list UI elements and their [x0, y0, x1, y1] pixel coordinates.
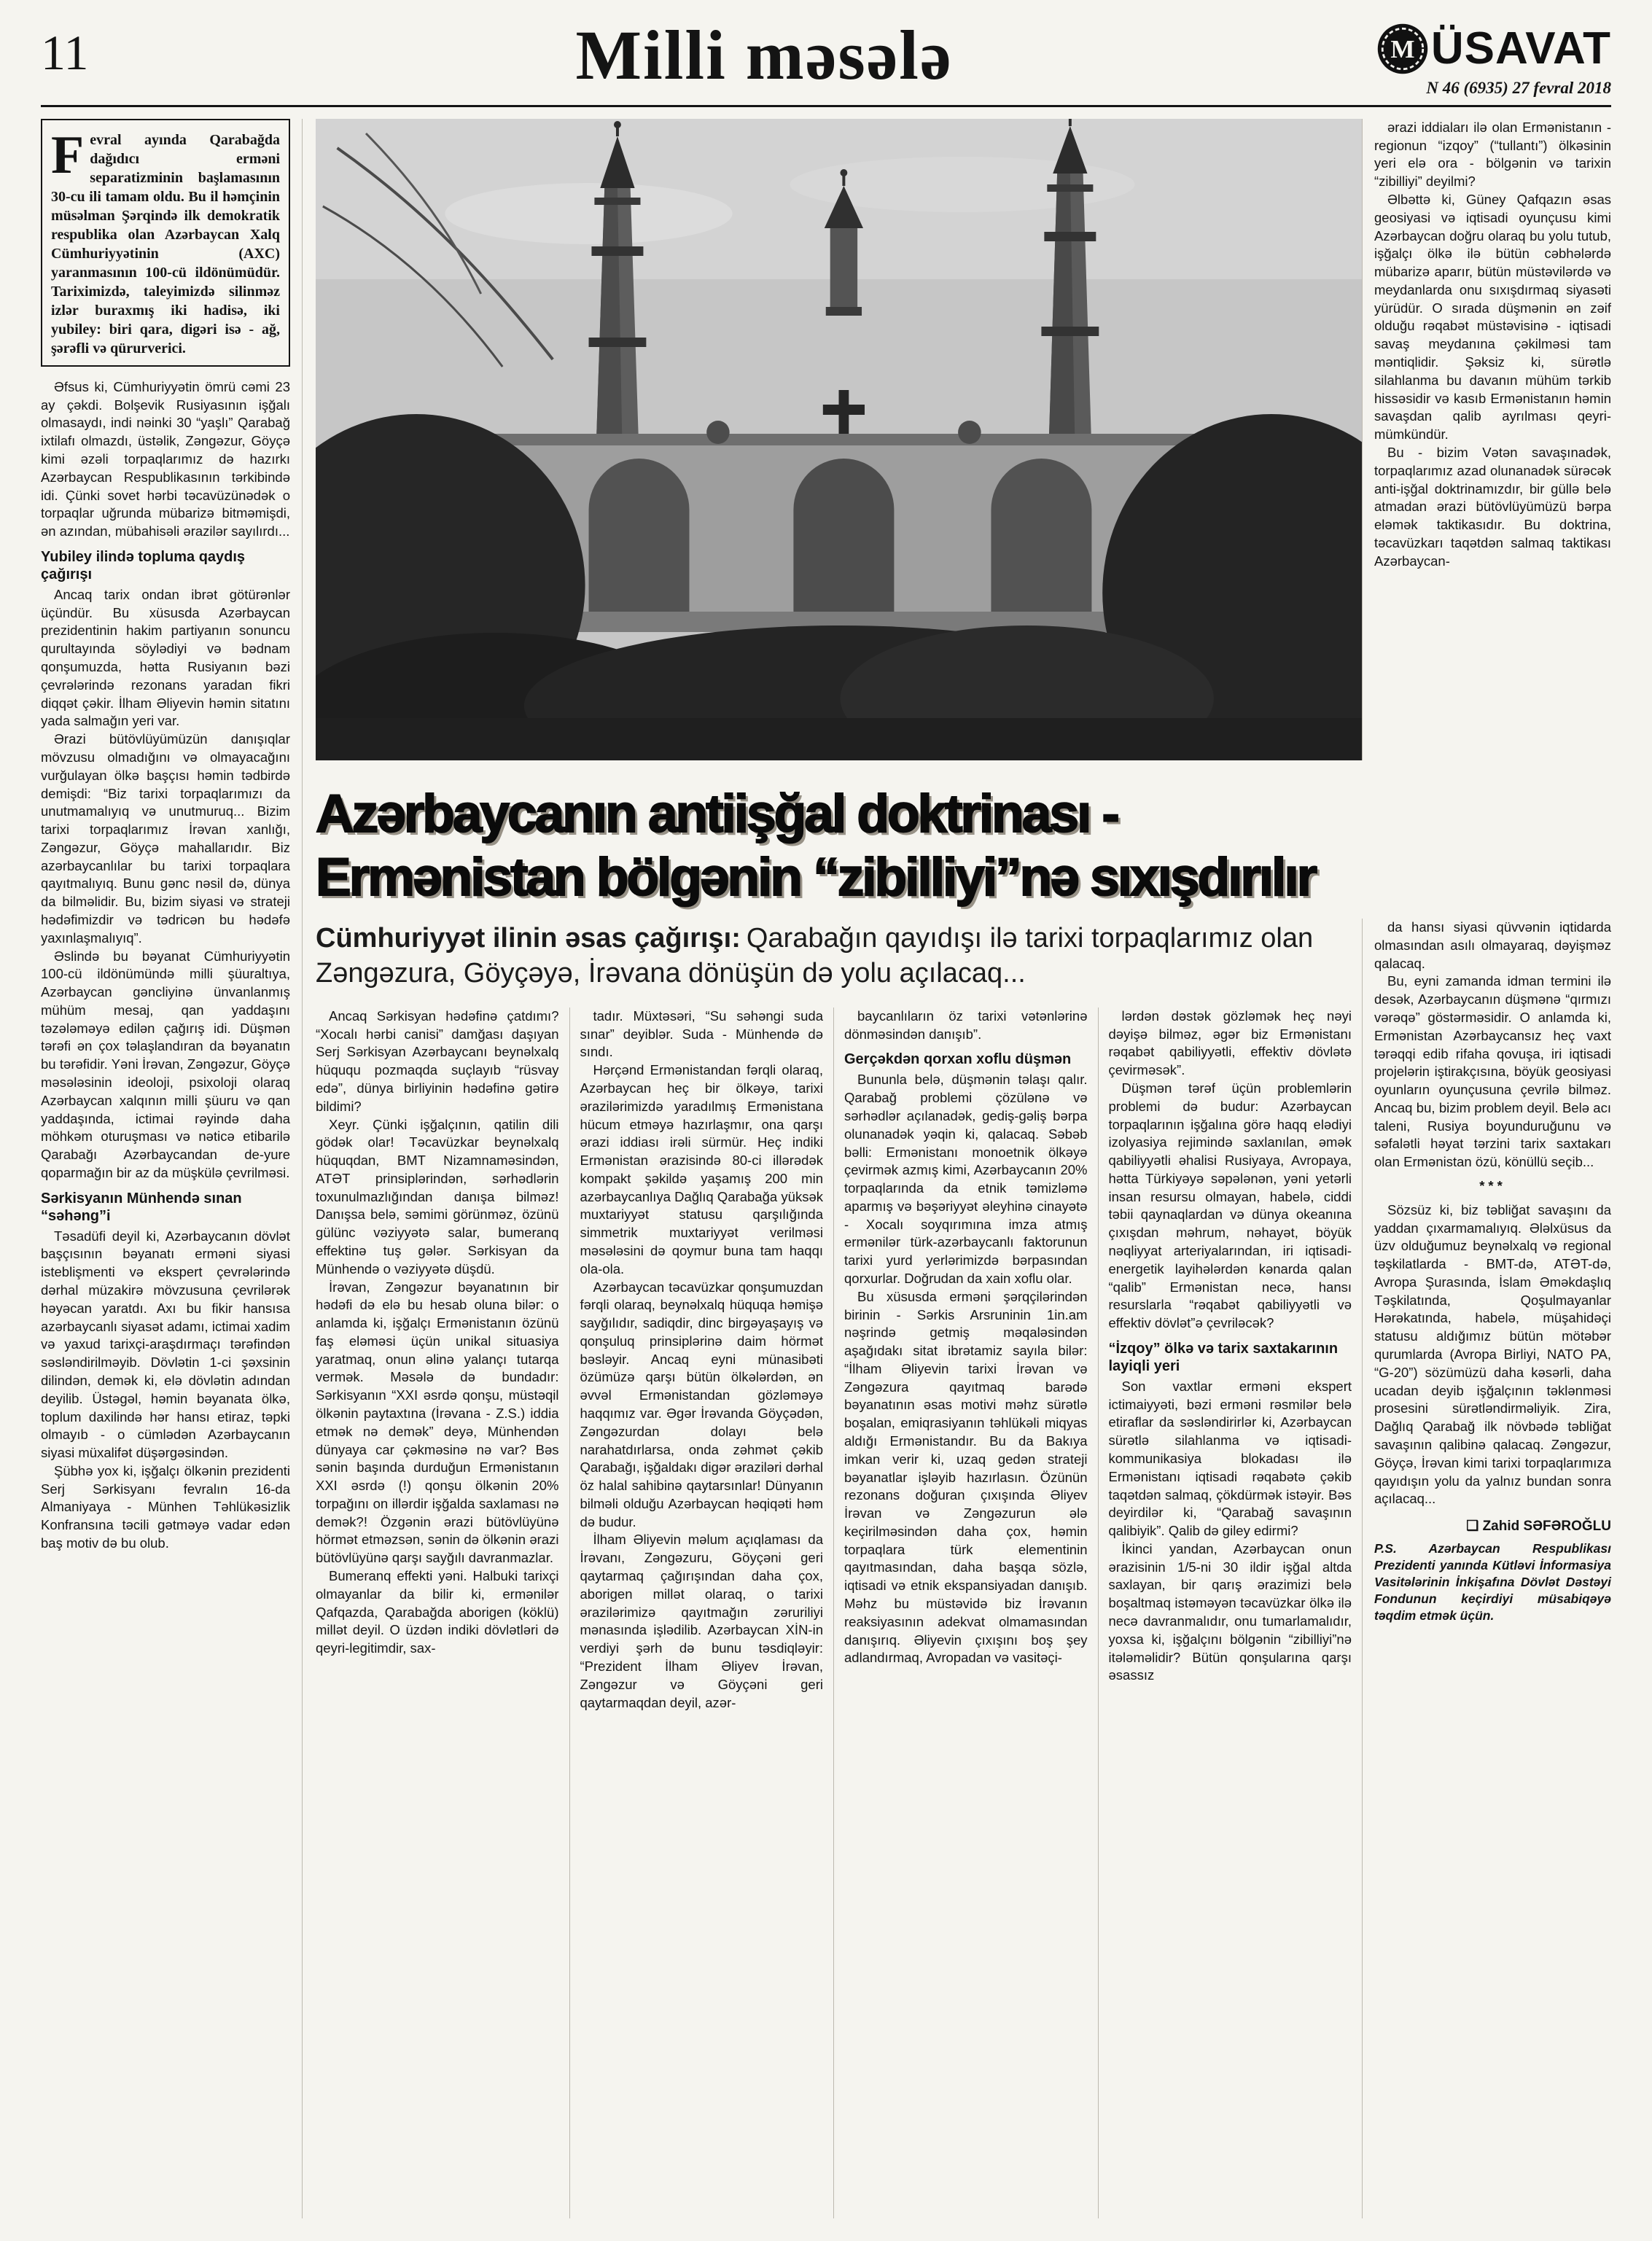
- column-subhead: Gerçəkdən qorxan xoflu düşmən: [844, 1051, 1072, 1068]
- postscript: P.S. Azərbaycan Respublikası Prezidenti yanında Kütləvi İnformasiya Vasitələrinin İnkişafına Dövlət Dəstəyi Fondunun keçirdiyi müsabiqəyə təqdim etmək üçün.: [1374, 1540, 1611, 1623]
- column-subhead: “İzqoy” ölkə və tarix saxtakarının layiqli yeri: [1108, 1340, 1339, 1374]
- bottom-band: [316, 919, 1611, 2218]
- paragraph: baycanlıların öz tarixi vətənlərinə dönməsindən danışıb”.: [844, 1008, 1088, 1042]
- page-number: 11: [41, 25, 89, 80]
- paragraph: İlham Əliyevin məlum açıqlaması da İrəvanı, Zəngəzuru, Göyçəni geri qaytarmaq çağırışından daha çox, aborigen millət olaraq, o tarixi ərazilərimizə qayıtmağın zəruriliyi mənasında işlədilib. Azərbaycan XİN-in verdiyi şərh də bunu təsdiqləyir: “Prezident İlham Əliyev İrəvan, Zəngəzur və Göyçəni geri qaytarmaqdan deyil, azər-: [580, 1532, 823, 1710]
- column-6-top: [1362, 119, 1611, 760]
- paragraph: ərazi iddiaları ilə olan Ermənistanın - regionun “izqoy” (“tullantı”) ölkəsinin yeri elə ora - bölgənin və tarixin “zibilliyi” deyilmi?: [1374, 119, 1611, 190]
- paragraph: Sözsüz ki, biz təbliğat savaşını da yaddan çıxarmamalıyıq. Ələlxüsus da üzv olduğumuz beynəlxalq və regional təşkilatlarda - BMT-də, ATƏT-də, Avropa Şurasında, İslam Əməkdaşlıq Təşkilatında, Qoşulmayanlar Hərəkatında, habelə, müşahidəçi statusu aldığımız bütün mötəbər qurumlarda (Avropa Birliyi, NATO PA, “G-20”) sözümüzü daha kəsərli, daha ucadan deyib işğalçının təklənməsi prosesini sürətləndirməliyik. Zira, Dağlıq Qarabağ ilk növbədə təbliğat savaşının qalibinə qalacaq. Zəngəzur, Göyçə, İrəvan kimi tarixi torpaqlarımıza qayıdışın yolu da yalnız bundan sonra açılacaq...: [1374, 1201, 1611, 1507]
- column-6-top-text: [1374, 119, 1611, 571]
- paragraph: lərdən dəstək gözləmək heç nəyi dəyişə bilməz, əgər biz Ermənistanı rəqabət qabiliyyətli, effektiv dövlətə çevirməsək”.: [1108, 1008, 1352, 1078]
- column-6-bottom-text: [1374, 919, 1611, 1508]
- paragraph: Bu, eyni zamanda idman termini ilə desək, Azərbaycanın düşmənə “qırmızı vərəqə” göstərməsidir. O anlamda ki, Ermənistan Azərbaycansız heç vaxt tərəqqi edib rifaha qovuşa, iri iqtisadi projelərin iştirakçısına, böyük geosiyasi oyunların oyunçusuna çevrilə bilməz. Ancaq bu, bizim problem deyil. Belə acı taleni, Rusiya boyunduruğunu və səfalətli həyat tərzini tarix saxtakarı olan Ermənistan özü, könüllü seçib...: [1374, 973, 1611, 1170]
- page-header: [41, 16, 1611, 107]
- paragraph: Təsadüfi deyil ki, Azərbaycanın dövlət başçısının bəyanatı erməni siyasi isteblişmenti və ekspert çevrələrində dərhal müzakirə mövzusuna çevrilərək həyəcan yaratdı. Axı bu fikir hansısa azərbaycanlı siyasət adamı, ictimai xadim və yaxud tarixçi-araşdırmaçı tərəfindən səsləndirilməyib. Dövlətin 1-ci şəxsinin dilindən, demək ki, elə dövlətin adından deyilib. Üstəgəl, həmin bəyanata ölkə, toplum daxilində hər hansı etiraz, təpki olmayıb - o cümlədən Azərbaycanın siyasi müxalifət düşərgəsindən.: [41, 1228, 290, 1461]
- intro-box: [41, 119, 290, 367]
- paragraph: tadır. Müxtəsəri, “Su səhəngi suda sınar” deyiblər. Suda - Münhendə də sındı.: [580, 1008, 823, 1060]
- top-band: [316, 119, 1611, 760]
- right-region: [303, 119, 1611, 2218]
- column-3: [569, 1008, 834, 2218]
- paragraph: Azərbaycan təcavüzkar qonşumuzdan fərqli olaraq, beynəlxalq hüquqa həmişə sayğılıdır, sadiqdir, dinc birgəyaşayış və qonşuluq prinsiplərinə daim hörmət bəsləyir. Ancaq eyni münasibəti özümüzə qarşı bütün ölkələrdən, ən əvvəl Ermənistandan gözləməyə haqqımız var. Əgər İrəvanda Göyçədən, Zəngəzurdan dolayı belə narahatdırlarsa, onda zəhmət çəkib Qarabağı, işğaldakı digər əraziləri dərhal öz halal sahibinə qaytarsınlar! Dünyanın bilməli olduğu Azərbaycan həqiqəti həm də budur.: [580, 1279, 823, 1529]
- byline-square-icon: ❑: [1466, 1519, 1479, 1535]
- headline-line-1: Azərbaycanın antiişğal doktrinası -: [316, 784, 1118, 843]
- subheadline-lead: Cümhuriyyət ilinin əsas çağırışı:: [316, 923, 741, 954]
- mosque-photo-image: [316, 119, 1362, 760]
- paragraph: Bumeranq effekti yəni. Halbuki tarixçi olmayanlar da bilir ki, ermənilər Qafqazda, Qarabağda aborigen (köklü) millət deyil. O üzdən indiki dövlətləri də qeyri-legitimdir, sax-: [316, 1568, 559, 1656]
- paragraph: Əlbəttə ki, Güney Qafqazın əsas geosiyasi və iqtisadi oyunçusu kimi Azərbaycan doğru olaraq bu yolu tutub, işğalçı ölkə ilə bütün cəbhələrdə mübarizə aparır, bütün müstəvilərdə və meydanlarda onu sıxışdırmaq siyasəti yürüdür. O sırada düşmənin ən zəif olduğu rəqabət müstəvisinə - iqtisadi savaş meydanına çəkilməsi tam məntiqlidir. Şəksiz ki, sürətlə silahlanma bu davanın mühüm tərkib hissəsidir və kasıb Ermənistanın həmin savaşdan qalib ayrılması qeyri-mümkündür.: [1374, 192, 1611, 443]
- column-2: [316, 1008, 569, 2218]
- masthead: [1269, 19, 1611, 99]
- paragraph: Ancaq Sərkisyan hədəfinə çatdımı? “Xocalı hərbi canisi” damğası daşıyan Serj Sərkisyan Azərbaycanı beynəlxalq hüququ pozmaqda suçlayıb “rüsvay edə”, dünya birliyinin hədəfinə gətirə bildimi?: [316, 1008, 559, 1114]
- headline-line-2: Ermənistan bölgənin “zibilliyi”nə sıxışdırılır: [316, 848, 1316, 908]
- issue-line: N 46 (6935) 27 fevral 2018: [1426, 79, 1611, 97]
- paragraph: Son vaxtlar erməni ekspert ictimaiyyəti, bəzi erməni rəsmilər belə etiraflar da səsləndirirlər ki, Azərbaycan sürətlə silahlanma və iqtisadi-kommunikasiya blokadası ilə Ermənistanı iqtisadi rəqabətə çəkib taqətdən salmaq, çökdürmək istəyir. Bəs deyirdilər ki, “Qarabağ savaşının qalibiyik”. Qalib də giley edirmi?: [1108, 1378, 1352, 1539]
- paragraph: Ərazi bütövlüyümüzün danışıqlar mövzusu olmadığını və olmayacağını vurğulayan ölkə başçısı həmin tədbirdə demişdi: “Biz tarixi torpaqlarımızı da unutmamalıyıq və unutmuruq... Bizim tarixi torpaqlarımız İrəvan xanlığı, Zəngəzur, Göyçə mahallarıdır. Biz azərbaycanlılar bu tarixi torpaqlara qayıtmalıyıq. Bunu gənc nəsil də, dünya da bilməlidir. Bu, bizim siyasi və strateji hədəfimizdir və tədricən bu hədəfə yaxınlaşmalıyıq”.: [41, 731, 290, 946]
- paragraph: Bu - bizim Vətən savaşınadək, torpaqlarımız azad olunanadək sürəcək anti-işğal doktrinamızdır, bir güllə belə atmadan ərazi bütövlüyümüzü bərpa eləmək taktikasıdır. Bu doktrina, təcavüzkarı taqətdən salmaq taktikası Azərbaycan-: [1374, 444, 1611, 569]
- dropcap: F: [51, 125, 85, 185]
- column-5: [1098, 1008, 1363, 2218]
- byline: [1374, 1517, 1611, 1535]
- body-columns: [316, 1008, 1362, 2218]
- paragraph: Düşmən tərəf üçün problemlərin problemi də budur: Azərbaycan torpaqlarının işğalına görə haqq elədiyi izolyasiya rejimində saxlanılan, əmək qabiliyyətli əhalisi Rusiyaya, Avropaya, hətta Türkiyəyə səpələnən, yəni yetərli insan resursu olmayan, habelə, ciddi təbii qaynaqlardan və dünya okeanına çıxışdan məhrum, nəhayət, böyük nəqliyyat arteriyalarından, iri iqtisadi-energetik layihələrdən kənarda qalan “qalib” Ermənistan necə, hansı resurslarla “rəqabət qabiliyyətli və effektiv dövlət”ə çevriləcək?: [1108, 1080, 1352, 1331]
- paragraph: İrəvan, Zəngəzur bəyanatının bir hədəfi də elə bu hesab oluna bilər: o anlamda ki, işğalçı Ermənistanın özünü faş eləməsi üçün unikal situasiya yaratmaq, onun əlinə yalançı tutarqa vermək. Məsələ də bundadır: Sərkisyanın “XXI əsrdə qonşu, müstəqil ölkənin paytaxtına (İrəvana - Z.S.) iddia etmək nə demək” deyə, Münhendən dünyaya car çəkməsinə nə var? Bəs sənin başında durduğun Ermənistanın XXI əsrdə (!) qonşu ölkənin 20% torpağını on illərdir işğalda saxlaması nə demək?! Özgənin ərazi bütövlüyünə hörmət etməzsən, sənin də ölkənin ərazi bütövlüyünə qarşı sayğılı davranmazlar.: [316, 1279, 559, 1566]
- paragraph: ***: [1479, 1178, 1506, 1194]
- emblem-letter: M: [1390, 35, 1415, 64]
- center-block: [316, 919, 1362, 2218]
- column-1: [41, 119, 303, 2218]
- column-6-bottom: [1362, 919, 1611, 2218]
- column-1-text: [41, 378, 290, 1553]
- paragraph: Şübhə yox ki, işğalçı ölkənin prezidenti Serj Sərkisyanı fevralın 16-da Almaniyaya - Münhen Təhlükəsizlik Konfransına təcili gətməyə vadar edən baş motiv də bu olub.: [41, 1462, 290, 1551]
- column-4: [833, 1008, 1098, 2218]
- paragraph: Hərçənd Ermənistandan fərqli olaraq, Azərbaycan heç bir ölkəyə, tarixi ərazilərimizdə yaradılmış Ermənistana hücum etməyə hazırlaşmır, ona qarşı ərazi iddiası irəli sürmür. Heç indiki Ermənistan ərazisində 80-ci illərədək kompakt şəkildə yaşamış 200 min azərbaycanlıya Dağlıq Qarabağa yüksək muxtariyyət statusu qarşılığında simmetrik muxtariyyət verilməsi məsələsini də qoymur buna tam haqqı ola-ola.: [580, 1062, 823, 1277]
- section-title: Milli məsələ: [575, 16, 953, 94]
- paragraph: Əfsus ki, Cümhuriyyətin ömrü cəmi 23 ay çəkdi. Bolşevik Rusiyasının işğalı olmasaydı, indi nəinki 30 “yaşlı” Qarabağ ixtilafı olmazdı, üstəlik, Zəngəzur, Göyçə kimi əzəli torpaqlarımız də hazırkı Azərbaycan Respublikasının tərkibində idi. Çünki sovet hərbi təcavüzünədək o torpaqlar uğrunda mübarizə bitməmişdi, ən azından, mübahisəli ərazilər sayılırdı...: [41, 378, 290, 539]
- paragraph: Ancaq tarix ondan ibrət götürənlər üçündür. Bu xüsusda Azərbaycan prezidentinin hakim partiyanın sonuncu qurultayında söylədiyi və bədnam qonşumuzda, hətta Rusiyanın bəzi çevrələrində rezonans yaradan fikri diqqət çəkir. İlham Əliyevin həmin sitatını yada salmağın yeri var.: [41, 586, 290, 729]
- subheadline-text: Qarabağın qayıdışı ilə tarixi torpaqlarımız olan Zəngəzura, Göyçəyə, İrəvana dönüşün də yolu açılacaq...: [316, 923, 1314, 989]
- intro-text: evral ayında Qarabağda dağıdıcı erməni separatizminin başlamasının 30-cu ili tamam oldu. Bu il həmçinin müsəlman Şərqində ilk demokratik respublika olan Azərbaycan Xalq Cümhuriyyətinin (AXC) yaranmasının 100-cü ildönümüdür. Tariximizdə, taleyimizdə silinməz izlər buraxmış iki hadisə, iki yubiley: biri qara, digəri isə - ağ, şərəfli və qürurverici.: [51, 131, 280, 356]
- page-content: [41, 119, 1611, 2218]
- byline-name: Zahid SƏFƏROĞLU: [1482, 1519, 1611, 1535]
- paragraph: İkinci yandan, Azərbaycan onun ərazisinin 1/5-ni 30 ildir işğal altda saxlayan, bir qarış ərazimizi belə boşaltmaq istəməyən təcavüzkar ölkə ilə necə davranmalıdır, onu tumarlamalıdır, yoxsa ki, işğalçını bölgənin “zibilliyi”nə itələməlidir? Bütün qonşularına qarşı əsassız: [1108, 1540, 1352, 1683]
- column-subhead: Yubiley ilində topluma qaydış çağırışı: [41, 548, 246, 582]
- paragraph: Bununla belə, düşmənin təlaşı qalır. Qarabağ problemi çözülənə və sərhədlər açılanadək, gediş-gəliş bərpa olunanadək yəqin ki, qalacaq. Səbəb bəlli: Ermənistanı monoetnik ölkəyə çevirmək azmış kimi, Azərbaycanın 20% torpaqlarında da etnik təmizləmə aparmış və bəşəriyyət əleyhinə cinayətə - Xocalı soyqırımına imza atmış ermənilər türk-azərbaycanlı faktorunun tarixi yurd yerlərimizdə bərpasından qorxurlar. Doğrudan da xain xoflu olar.: [844, 1072, 1088, 1286]
- headline: [316, 782, 1611, 910]
- musavat-emblem-icon: [1376, 22, 1430, 76]
- paragraph: Əslində bu bəyanat Cümhuriyyətin 100-cü ildönümündə milli şüuraltıya, Azərbaycan gəncliyinə ünvanlanmış mühüm mesaj, qan yaddaşını təzələməyə edilən çağırış idi. Düşmən tərəfi ən çox təlaşlandıran da bəyanatın bu tərəfidir. Yəni İrəvan, Zəngəzur, Göyçə məsələsinin ideoloji, psixoloji olaraq Azərbaycan xalqının milli şüuru və qan yaddaşında, ictimai rəyində daha möhkəm oturuşması və nəticə etibarilə Qarabağı Azərbaycandan de-yure qoparmağın bir az da müşkülə çevrilməsi.: [41, 948, 290, 1180]
- column-subhead: Sərkisyanın Münhendə sınan “səhəng”i: [41, 1190, 242, 1224]
- mosque-photo: [316, 119, 1362, 760]
- paragraph: Bu xüsusda erməni şərqçilərindən birinin - Sərkis Arsruninin 1in.am nəşrində getmiş məqaləsindən aşağıdakı sitat ibrətamiz sayıla bilər: “İlham Əliyevin tarixi İrəvan və Zəngəzura qayıtmaq barədə bəyanatının əsas motivi məhz sürətlə boşalan, emiqrasiyanın təhlükəli miqyas aldığı Ermənistandır. Bu da Bakıya imkan verir ki, uzaq gedən strateji bəyanatlar işləyib hazırlasın. Özünün rezonans doğuran çıxışında Əliyev İrəvan və Zəngəzurun ələ keçirilməsindən daha çox, həmin torpaqlara türk elementinin qayıtmasından, daha başqa sözlə, iqtisadi və etnik ekspansiyadan danışıb. Məhz bu müstəvidə biz İrəvanın reaksiyasının adekvat olmamasından danışırıq. Əliyevin çıxışını boş şey adlandırmaq, Avropadan və vasitəçi-: [844, 1288, 1088, 1666]
- paragraph: Xeyr. Çünki işğalçının, qatilin dili gödək olar! Təcavüzkar beynəlxalq hüquqdan, BMT Nizamnaməsindən, ATƏT prinsiplərindən, sərhədlərin toxunulmazlığından danışa bilməz! Danışsa belə, səmimi görünməz, özünü gülünc vəziyyətə salar, bumeranq effektinə tuş gələr. Sərkisyan da Münhendə o vəziyyətə düşdü.: [316, 1116, 559, 1277]
- paragraph: da hansı siyasi qüvvənin iqtidarda olmasından asılı olmayaraq, dəyişməz qalacaq.: [1374, 919, 1611, 971]
- masthead-title: ÜSAVAT: [1430, 23, 1611, 74]
- subheadline: [316, 921, 1362, 991]
